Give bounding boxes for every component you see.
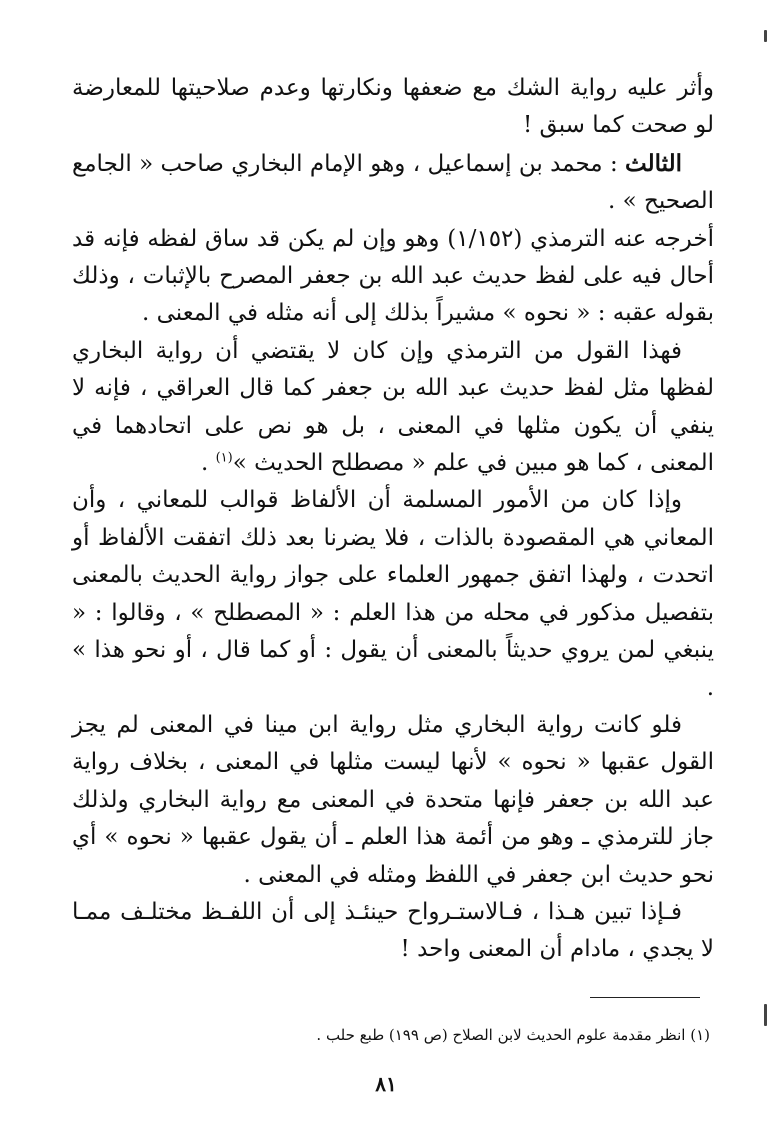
footnote	[72, 1025, 710, 1045]
paragraph-1	[72, 70, 714, 145]
paragraph-2	[72, 145, 714, 221]
paragraph-4	[72, 333, 714, 483]
paragraph-4-tail: .	[200, 450, 216, 477]
paragraph-4-text: فهذا القول من الترمذي وإن كان لا يقتضي أن رواية البخاري لفظها مثل لفظ حديث عبد الله بن جعفر كما قال العراقي ، فإنه لا ينفي أن يكون مثلها في المعنى ، بل هو نص على اتحادهما في المعنى ، كما هو مبين في علم « مصطلح الحديث »	[72, 337, 714, 477]
paragraph-7-text: فـإذا تبين هـذا ، فـالاستـرواح حينئـذ إلى أن اللفـظ مختلـف ممـا لا يجدي ، مادام أن المعنى واحد !	[72, 898, 714, 963]
paragraph-6	[72, 707, 714, 894]
scan-edge-mark-bottom	[764, 1004, 767, 1026]
paragraph-2-text: : محمد بن إسماعيل ، وهو الإمام البخاري صاحب « الجامع الصحيح » .	[72, 150, 714, 215]
body-text	[72, 70, 714, 969]
paragraph-3-text: أخرجه عنه الترمذي (١/١٥٢) وهو وإن لم يكن قد ساق لفظه فإنه قد أحال فيه على لفظ حديث عبد الله بن جعفر المصرح بالإثبات ، وذلك بقوله عقبه : « نحوه » مشيراً بذلك إلى أنه مثله في المعنى .	[72, 225, 714, 327]
footnote-reference[interactable]: (١)	[215, 450, 233, 466]
paragraph-1-text: وأثر عليه رواية الشك مع ضعفها ونكارتها وعدم صلاحيتها للمعارضة لو صحت كما سبق !	[72, 75, 714, 139]
paragraph-3	[72, 221, 714, 333]
paragraph-5	[72, 482, 714, 706]
paragraph-7	[72, 894, 714, 969]
footnote-divider	[590, 997, 700, 998]
footnote-text: (١) انظر مقدمة علوم الحديث لابن الصلاح (ص ١٩٩) طبع حلب .	[316, 1026, 710, 1044]
paragraph-5-text: وإذا كان من الأمور المسلمة أن الألفاظ قوالب للمعاني ، وأن المعاني هي المقصودة بالذات ، فلا يضرنا بعد ذلك اتفقت الألفاظ أو اتحدت ، ولهذا اتفق جمهور العلماء على جواز رواية الحديث بالمعنى بتفصيل مذكور في محله من هذا العلم : « المصطلح » ، وقالوا : « ينبغي لمن يروي حديثاً بالمعنى أن يقول : أو كما قال ، أو نحو هذا » .	[72, 487, 714, 701]
page-number: ٨١	[375, 1072, 397, 1096]
scan-edge-mark-top	[764, 30, 767, 42]
paragraph-2-lead: الثالث	[625, 149, 682, 177]
paragraph-6-text: فلو كانت رواية البخاري مثل رواية ابن مينا في المعنى لم يجز القول عقبها « نحوه » لأنها ليست مثلها في المعنى ، بخلاف رواية عبد الله بن جعفر فإنها متحدة في المعنى مع رواية البخاري ولذلك جاز للترمذي ـ وهو من أئمة هذا العلم ـ أن يقول عقبها « نحوه » أي نحو حديث ابن جعفر في اللفظ ومثله في المعنى .	[72, 711, 714, 888]
